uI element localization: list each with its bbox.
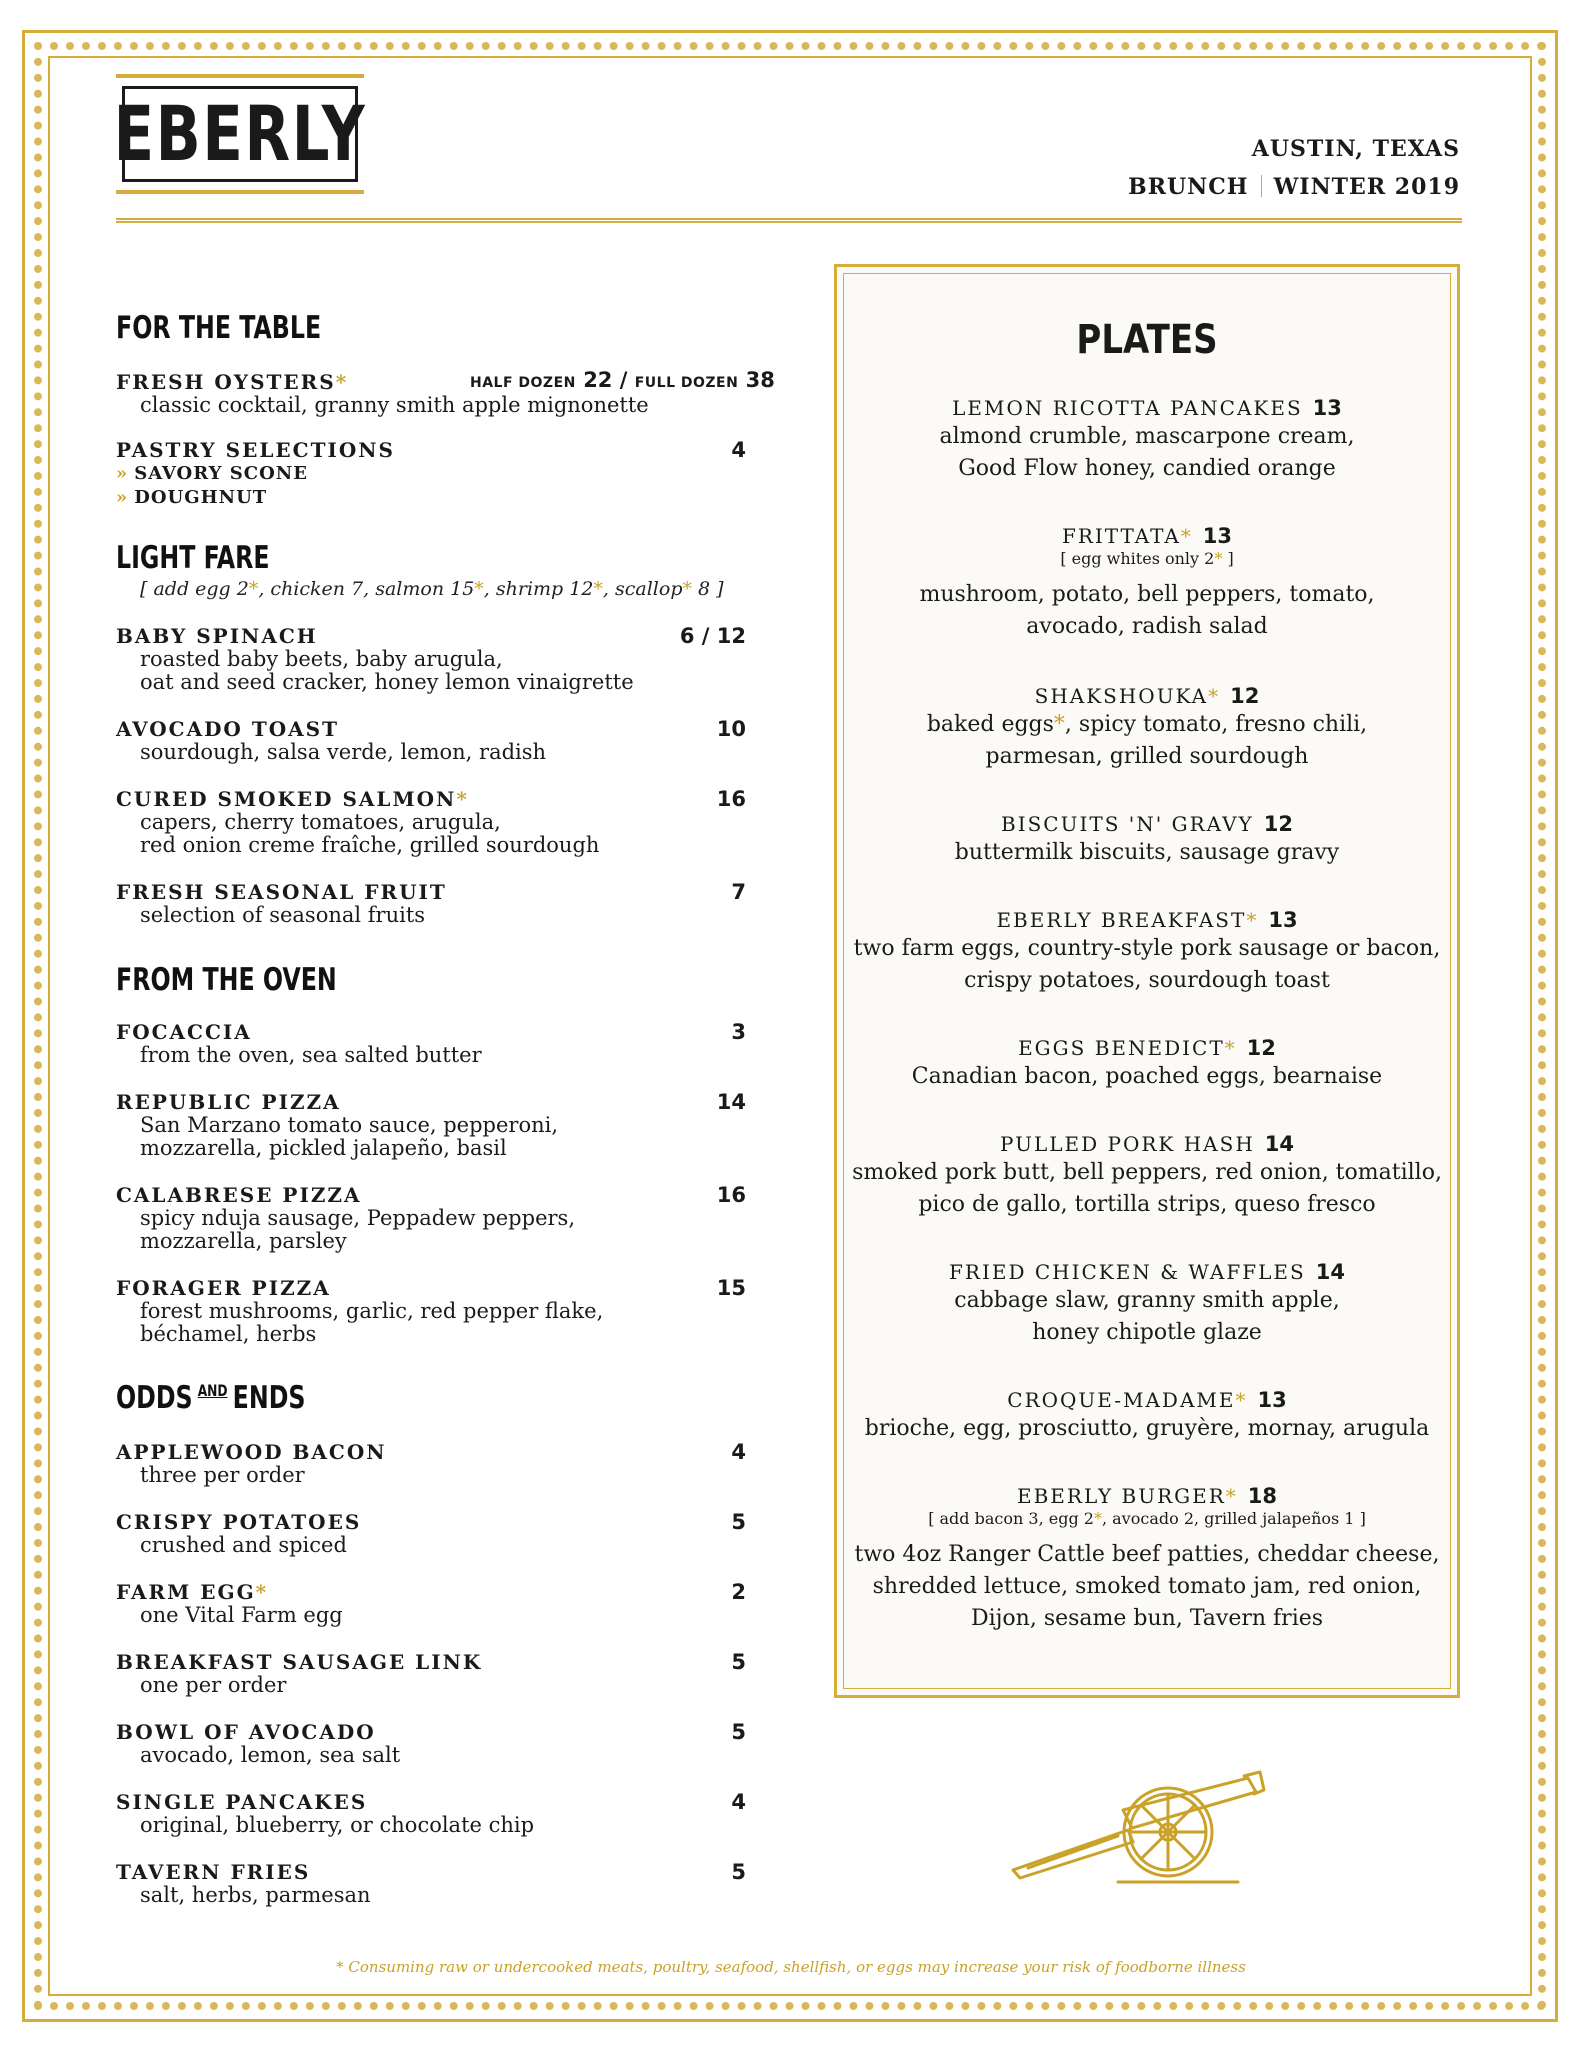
menu-item-focaccia — [116, 1020, 746, 1067]
arrow-icon: » — [116, 487, 129, 508]
item-desc: crushed and spiced — [140, 1533, 347, 1557]
oyster-sizes — [470, 368, 775, 392]
menu-item-avocado-toast — [116, 717, 746, 764]
section-title-from-the-oven: FROM THE OVEN — [116, 962, 337, 998]
plate-eberly-burger — [837, 1483, 1457, 1635]
item-name: CRISPY POTATOES — [116, 1510, 362, 1534]
section-title-odds-and-ends: ODDS $^{AND}$ ENDS — [116, 1380, 306, 1416]
menu-item-farm-egg — [116, 1580, 746, 1627]
menu-item-sausage-link — [116, 1650, 746, 1697]
item-name: SINGLE PANCAKES — [116, 1790, 368, 1814]
item-price: 3 — [731, 1020, 746, 1044]
plate-eggs-benedict — [837, 1035, 1457, 1093]
item-name: TAVERN FRIES — [116, 1860, 311, 1884]
pastry-option: » DOUGHNUT — [116, 487, 268, 508]
item-desc: selection of seasonal fruits — [140, 903, 426, 927]
plate-name: EBERLY BURGER — [1017, 1484, 1226, 1508]
item-desc: one Vital Farm egg — [140, 1603, 343, 1627]
item-price: 7 — [731, 880, 746, 904]
item-desc: original, blueberry, or chocolate chip — [140, 1813, 535, 1837]
item-desc: San Marzano tomato sauce, pepperoni, mozzarella, pickled jalapeño, basil — [140, 1113, 559, 1160]
item-name: FOCACCIA — [116, 1020, 252, 1044]
full-dozen-price: 38 — [745, 368, 775, 392]
plate-desc: baked eggs*, spicy tomato, fresno chili, parmesan, grilled sourdough — [926, 712, 1368, 769]
item-name: FRESH OYSTERS — [116, 370, 336, 394]
plate-name: FRIED CHICKEN & WAFFLES — [949, 1260, 1306, 1284]
divider — [1261, 175, 1262, 197]
menu-item-crispy-potatoes — [116, 1510, 746, 1557]
menu-item-forager-pizza — [116, 1276, 746, 1346]
item-desc: salt, herbs, parmesan — [140, 1883, 371, 1907]
plates-title: PLATES — [1076, 317, 1218, 363]
plate-desc: two farm eggs, country-style pork sausage or bacon, crispy potatoes, sourdough toast — [853, 936, 1441, 993]
plate-desc: cabbage slaw, granny smith apple, honey chipotle glaze — [954, 1288, 1340, 1345]
item-price: 15 — [716, 1276, 746, 1300]
plate-biscuits-n-gravy — [837, 811, 1457, 869]
item-name: CURED SMOKED SALMON — [116, 787, 457, 811]
item-price: 6 / 12 — [679, 624, 746, 648]
item-name: BABY SPINACH — [116, 624, 318, 648]
plate-price: 12 — [1263, 812, 1293, 836]
menu-item-seasonal-fruit — [116, 880, 746, 927]
item-price: 4 — [731, 1790, 746, 1814]
item-price: 2 — [731, 1580, 746, 1604]
logo-text: EBERLY — [113, 89, 367, 178]
item-price: 10 — [716, 717, 746, 741]
logo-box — [113, 86, 367, 182]
plate-name: FRITTATA — [1061, 524, 1181, 548]
plate-price: 14 — [1315, 1260, 1345, 1284]
menu-item-tavern-fries — [116, 1860, 746, 1907]
item-price: 5 — [731, 1720, 746, 1744]
item-price: 4 — [731, 438, 746, 462]
item-desc: from the oven, sea salted butter — [140, 1043, 482, 1067]
menu-item-baby-spinach — [116, 624, 746, 694]
raw-star: * — [335, 370, 349, 394]
item-name: FORAGER PIZZA — [116, 1276, 331, 1300]
raw-star: * — [1225, 1484, 1238, 1508]
raw-star: * — [1208, 684, 1221, 708]
plate-price: 18 — [1247, 1484, 1277, 1508]
half-dozen-price: 22 — [583, 368, 613, 392]
item-name: REPUBLIC PIZZA — [116, 1090, 341, 1114]
item-desc: forest mushrooms, garlic, red pepper flake, béchamel, herbs — [140, 1299, 604, 1346]
raw-star: * — [255, 1580, 269, 1604]
item-name: BREAKFAST SAUSAGE LINK — [116, 1650, 483, 1674]
plate-name: LEMON RICOTTA PANCAKES — [952, 396, 1303, 420]
plate-price: 12 — [1230, 684, 1260, 708]
plate-price: 13 — [1257, 1388, 1287, 1412]
plate-note: [ egg whites only 2* ] — [1060, 549, 1234, 568]
plate-desc: brioche, egg, prosciutto, gruyère, mornay, arugula — [864, 1416, 1430, 1441]
menu-item-bowl-of-avocado — [116, 1720, 746, 1767]
plate-price: 13 — [1312, 396, 1342, 420]
plate-desc: almond crumble, mascarpone cream, Good Flow honey, candied orange — [939, 424, 1355, 481]
raw-star: * — [1224, 1036, 1237, 1060]
menu-item-republic-pizza — [116, 1090, 746, 1160]
menu-item-calabrese-pizza — [116, 1183, 746, 1253]
item-desc: sourdough, salsa verde, lemon, radish — [140, 740, 547, 764]
item-name: FRESH SEASONAL FRUIT — [116, 880, 447, 904]
plate-name: SHAKSHOUKA — [1034, 684, 1209, 708]
plate-name: CROQUE-MADAME — [1007, 1388, 1236, 1412]
item-desc: one per order — [140, 1673, 287, 1697]
item-price: 16 — [716, 1183, 746, 1207]
section-title-light-fare: LIGHT FARE — [116, 540, 270, 576]
plate-eberly-breakfast — [837, 907, 1457, 997]
item-name: FARM EGG — [116, 1580, 256, 1604]
cannon-icon — [1008, 1770, 1268, 1890]
item-price: 5 — [731, 1860, 746, 1884]
item-price: 5 — [731, 1650, 746, 1674]
arrow-icon: » — [116, 463, 129, 484]
plate-desc: mushroom, potato, bell peppers, tomato, avocado, radish salad — [919, 582, 1375, 639]
menu-item-pastry — [116, 438, 746, 510]
menu-item-bacon — [116, 1440, 746, 1487]
half-dozen-label: HALF DOZEN — [470, 375, 576, 391]
location: AUSTIN, TEXAS — [1251, 136, 1460, 162]
foodborne-disclaimer: * Consuming raw or undercooked meats, poultry, seafood, shellfish, or eggs may increase your risk of foodborne illness — [336, 1958, 1246, 1976]
plate-price: 12 — [1246, 1036, 1276, 1060]
section-title-for-the-table: FOR THE TABLE — [116, 310, 322, 346]
item-name: AVOCADO TOAST — [116, 717, 339, 741]
item-name: APPLEWOOD BACON — [116, 1440, 387, 1464]
plate-desc: two 4oz Ranger Cattle beef patties, cheddar cheese, shredded lettuce, smoked tomato jam, red onion, Dijon, sesame bun, Tavern fries — [854, 1542, 1440, 1631]
plate-note: [ add bacon 3, egg 2*, avocado 2, grilled jalapeños 1 ] — [928, 1509, 1366, 1528]
size-slash: / — [619, 368, 628, 392]
menu-season — [1128, 174, 1460, 200]
item-desc: classic cocktail, granny smith apple mignonette — [140, 393, 649, 417]
item-price: 14 — [716, 1090, 746, 1114]
plate-price: 13 — [1268, 908, 1298, 932]
plate-fried-chicken-waffles — [837, 1259, 1457, 1349]
raw-star: * — [1235, 1388, 1248, 1412]
item-desc: capers, cherry tomatoes, arugula, red onion creme fraîche, grilled sourdough — [140, 810, 600, 857]
plate-name: PULLED PORK HASH — [1000, 1132, 1255, 1156]
plate-price: 14 — [1264, 1132, 1294, 1156]
plate-price: 13 — [1202, 524, 1233, 548]
plate-croque-madame — [837, 1387, 1457, 1445]
season-label: WINTER 2019 — [1273, 174, 1460, 200]
item-price: 16 — [716, 787, 746, 811]
pastry-option: » SAVORY SCONE — [116, 463, 308, 484]
item-desc: avocado, lemon, sea salt — [140, 1743, 401, 1767]
plate-desc: Canadian bacon, poached eggs, bearnaise — [911, 1064, 1383, 1089]
raw-star: * — [456, 787, 469, 811]
full-dozen-label: FULL DOZEN — [634, 375, 739, 391]
item-desc: roasted baby beets, baby arugula, oat and seed cracker, honey lemon vinaigrette — [140, 647, 634, 694]
plate-shakshouka — [837, 683, 1457, 773]
item-name: CALABRESE PIZZA — [116, 1183, 362, 1207]
header-rule — [116, 218, 1462, 223]
plate-desc: smoked pork butt, bell peppers, red onion, tomatillo, pico de gallo, tortilla strips, queso fresco — [852, 1160, 1442, 1217]
meal-label: BRUNCH — [1128, 174, 1249, 200]
raw-star: * — [1180, 524, 1193, 548]
item-desc: three per order — [140, 1463, 305, 1487]
plate-lemon-ricotta-pancakes — [837, 395, 1457, 485]
menu-item-single-pancakes — [116, 1790, 746, 1837]
menu-item-smoked-salmon — [116, 787, 746, 857]
plate-frittata — [837, 523, 1457, 643]
plate-name: EGGS BENEDICT — [1018, 1036, 1225, 1060]
logo — [113, 74, 367, 194]
plates-panel — [834, 264, 1460, 1698]
item-price: 5 — [731, 1510, 746, 1534]
item-desc: spicy nduja sausage, Peppadew peppers, mozzarella, parsley — [140, 1206, 575, 1253]
item-name: PASTRY SELECTIONS — [116, 438, 395, 462]
plate-name: EBERLY BREAKFAST — [996, 908, 1247, 932]
item-name: BOWL OF AVOCADO — [116, 1720, 376, 1744]
plate-desc: buttermilk biscuits, sausage gravy — [954, 840, 1340, 865]
plate-pulled-pork-hash — [837, 1131, 1457, 1221]
plate-name: BISCUITS 'N' GRAVY — [1001, 812, 1254, 836]
raw-star: * — [1246, 908, 1259, 932]
item-price: 4 — [731, 1440, 746, 1464]
light-fare-addons: [ add egg 2*, chicken 7, salmon 15*, shrimp 12*, scallop* 8 ] — [140, 578, 724, 600]
